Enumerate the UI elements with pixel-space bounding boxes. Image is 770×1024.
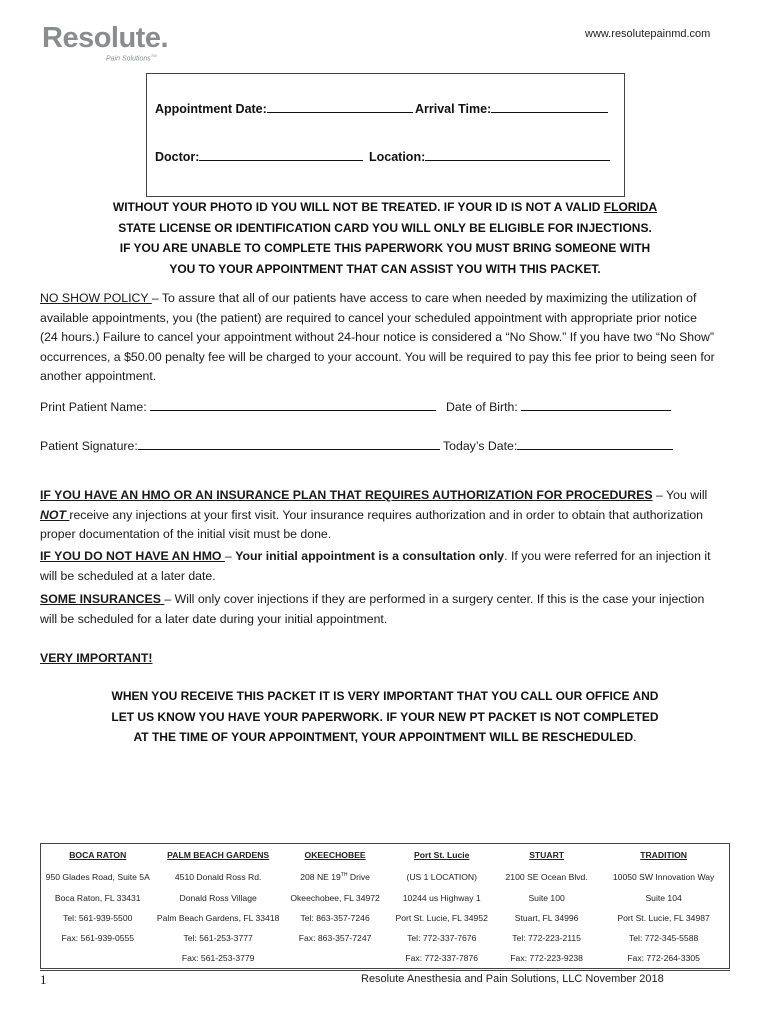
table-cell [282, 948, 389, 968]
appointment-box [146, 73, 625, 197]
table-cell: 2100 SE Ocean Blvd. [505, 871, 588, 882]
important-line-1: WHEN YOU RECEIVE THIS PACKET IT IS VERY IMPORTANT THAT YOU CALL OUR OFFICE AND [111, 689, 659, 703]
todays-date-line[interactable] [517, 437, 673, 450]
table-cell: Okeechobee, FL 34972 [290, 893, 380, 903]
hmo-paragraph: IF YOU HAVE AN HMO OR AN INSURANCE PLAN THAT REQUIRES AUTHORIZATION FOR PROCEDURES – You will NOT receive any injections at your first visit. Your insurance requires authorization and in order to obtain that authorization proper documentation of the initial visit must be done. [40, 488, 708, 542]
table-cell: Port St. Lucie, FL 34952 [395, 913, 488, 923]
some-insurances-paragraph: SOME INSURANCES – Will only cover injections if they are performed in a surgery center. If this is the case your injection will be scheduled for a later date during your initial appointment. [40, 592, 705, 626]
logo-wordmark: Resolute. [42, 22, 169, 54]
table-cell: Boca Raton, FL 33431 [54, 893, 141, 903]
locations-table [41, 844, 729, 968]
no-show-policy: NO SHOW POLICY – To assure that all of our patients have access to care when needed by maximizing the utilization of available appointments, you (the patient) are required to cancel your scheduled appointment with appropriate prior notice (24 hours.) Failure to cancel your appointment without 24-hour notice is considered a “No Show.” If you have two “No Show” occurrences, a $50.00 penalty fee will be charged to your account. You will be required to pay this fee prior to being seen for another appointment. [40, 291, 715, 384]
todays-date-field[interactable]: Today’s Date: [443, 437, 673, 457]
table-cell: Fax: 863-357-7247 [298, 933, 372, 943]
id-notice [40, 197, 730, 279]
signature-field[interactable]: Patient Signature: [40, 437, 440, 457]
table-cell: Fax: 561-939-0555 [61, 933, 135, 943]
location-header: BOCA RATON [69, 850, 127, 860]
some-insurances-heading: SOME INSURANCES [40, 592, 165, 606]
appointment-date-line[interactable] [267, 100, 413, 113]
table-cell: Tel: 772-223-2115 [512, 933, 581, 943]
location-field[interactable]: Location: [369, 148, 610, 164]
arrival-time-line[interactable] [491, 100, 608, 113]
location-line[interactable] [425, 148, 610, 161]
table-cell: (US 1 LOCATION) [406, 872, 477, 882]
notice-line-4: YOU TO YOUR APPOINTMENT THAT CAN ASSIST YOU WITH THIS PACKET. [169, 261, 601, 276]
table-cell: Tel: 561-253-3777 [183, 933, 253, 943]
table-cell: 10244 us Highway 1 [402, 893, 481, 903]
hmo-heading: IF YOU HAVE AN HMO OR AN INSURANCE PLAN THAT REQUIRES AUTHORIZATION FOR PROCEDURES [40, 488, 653, 502]
table-row [41, 866, 729, 888]
important-line-2: LET US KNOW YOU HAVE YOUR PAPERWORK. IF YOUR NEW PT PACKET IS NOT COMPLETED [111, 709, 659, 724]
table-row [41, 888, 729, 908]
table-cell: Fax: 561-253-3779 [181, 953, 255, 963]
notice-line-3: IF YOU ARE UNABLE TO COMPLETE THIS PAPERWORK YOU MUST BRING SOMEONE WITH [119, 241, 651, 255]
table-cell [41, 948, 155, 968]
table-row [41, 908, 729, 928]
location-header: TRADITION [640, 850, 687, 860]
logo-subtitle: Pain Solutions™ [106, 53, 157, 63]
website-link[interactable]: www.resolutepainmd.com [585, 28, 711, 40]
table-cell: 950 Glades Road, Suite 5A [45, 872, 150, 882]
table-cell: Tel: 863-357-7246 [300, 913, 370, 923]
no-hmo-heading: IF YOU DO NOT HAVE AN HMO [40, 549, 225, 563]
important-line-3: AT THE TIME OF YOUR APPOINTMENT, YOUR APPOINTMENT WILL BE RESCHEDULED. [133, 730, 637, 744]
table-cell: Fax: 772-223-9238 [510, 953, 583, 963]
location-header: Port St. Lucie [414, 850, 470, 860]
location-header: STUART [529, 850, 565, 860]
table-cell: Palm Beach Gardens, FL 33418 [156, 913, 280, 923]
table-cell: Fax: 772-264-3305 [627, 953, 700, 963]
table-cell: Tel: 772-337-7676 [407, 933, 477, 943]
no-show-heading: NO SHOW POLICY [40, 291, 152, 305]
table-row [41, 928, 729, 948]
table-cell: 4510 Donald Ross Rd. [174, 872, 262, 882]
locations-header-row [41, 844, 729, 866]
signature-line[interactable] [138, 437, 440, 450]
table-cell: Port St. Lucie, FL 34987 [617, 913, 710, 923]
logo [42, 22, 169, 63]
table-cell: Tel: 772-345-5588 [628, 933, 699, 943]
table-cell: Suite 100 [528, 893, 565, 903]
table-cell: Donald Ross Village [179, 893, 257, 903]
print-name-field[interactable]: Print Patient Name: [40, 398, 436, 418]
table-cell: Tel: 561-939-5500 [63, 913, 133, 923]
dob-field[interactable]: Date of Birth: [446, 398, 671, 418]
arrival-time-field[interactable]: Arrival Time: [415, 100, 608, 116]
location-header: PALM BEACH GARDENS [167, 850, 270, 860]
appointment-date-field[interactable]: Appointment Date: [155, 100, 413, 116]
print-name-line[interactable] [150, 398, 436, 411]
table-row [41, 948, 729, 968]
notice-line-2: STATE LICENSE OR IDENTIFICATION CARD YOU WILL ONLY BE ELIGIBLE FOR INJECTIONS. [118, 220, 652, 235]
notice-line-1: WITHOUT YOUR PHOTO ID YOU WILL NOT BE TREATED. IF YOUR ID IS NOT A VALID FLORIDA [112, 200, 658, 214]
table-cell: Suite 104 [645, 893, 682, 903]
table-cell: Fax: 772-337-7876 [405, 953, 479, 963]
doctor-field[interactable]: Doctor: [155, 148, 363, 164]
very-important-heading: VERY IMPORTANT! [40, 651, 153, 665]
table-cell: 208 NE 19TH Drive [300, 872, 370, 882]
footer-company: Resolute Anesthesia and Pain Solutions, LLC November 2018 [361, 973, 664, 985]
table-cell: 10050 SW Innovation Way [612, 872, 715, 882]
locations-table-box [40, 843, 730, 969]
doctor-line[interactable] [199, 148, 363, 161]
footer-rule [40, 970, 730, 971]
table-cell: Stuart, FL 34996 [514, 913, 579, 923]
no-hmo-paragraph: IF YOU DO NOT HAVE AN HMO – Your initial appointment is a consultation only. If you were referred for an injection it will be scheduled at a later date. [40, 549, 711, 583]
dob-line[interactable] [521, 398, 671, 411]
location-header: OKEECHOBEE [304, 850, 366, 860]
rescheduling-notice [40, 686, 730, 748]
page-number: 1 [40, 972, 47, 987]
